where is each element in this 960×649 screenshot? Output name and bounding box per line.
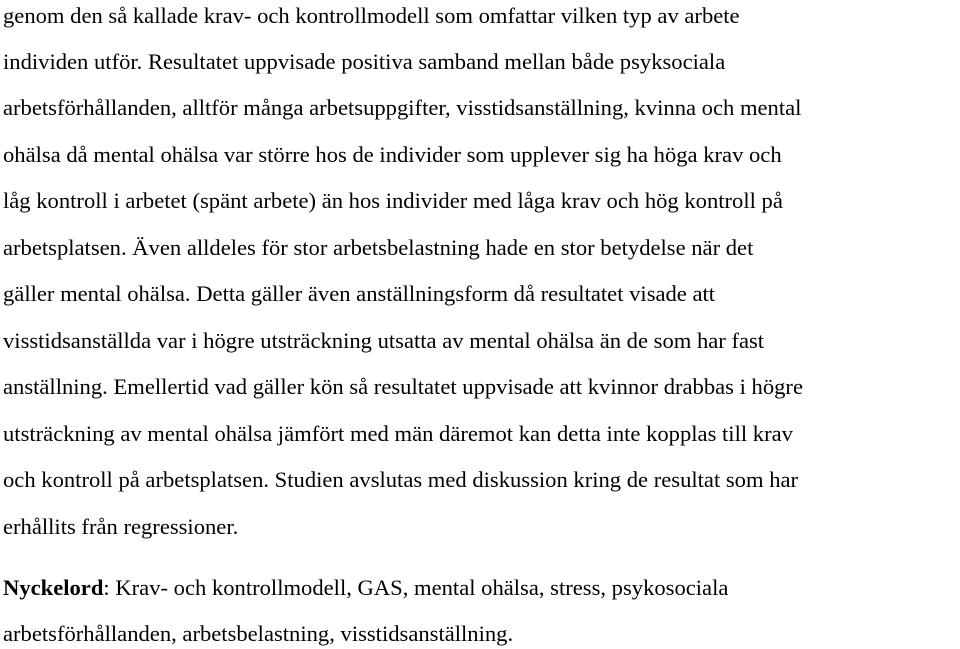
abstract-line: genom den så kallade krav- och kontrollmodell som omfattar vilken typ av arbete bbox=[3, 3, 740, 28]
abstract-line: individen utför. Resultatet uppvisade positiva samband mellan både psyksociala bbox=[3, 49, 726, 74]
abstract-line: arbetsförhållanden, alltför många arbetsuppgifter, visstidsanställning, kvinna och mental bbox=[3, 95, 802, 120]
abstract-line: utsträckning av mental ohälsa jämfört med män däremot kan detta inte kopplas till krav bbox=[3, 421, 793, 446]
abstract-line: visstidsanställda var i högre utsträckning utsatta av mental ohälsa än de som har fast bbox=[3, 328, 765, 353]
abstract-line: arbetsplatsen. Även alldeles för stor arbetsbelastning hade en stor betydelse när det bbox=[3, 235, 754, 260]
abstract-line: ohälsa då mental ohälsa var större hos de individer som upplever sig ha höga krav och bbox=[3, 142, 782, 167]
abstract-line: anställning. Emellertid vad gäller kön så resultatet uppvisade att kvinnor drabbas i högre bbox=[3, 374, 803, 399]
abstract-line: och kontroll på arbetsplatsen. Studien avslutas med diskussion kring de resultat som har bbox=[3, 467, 799, 492]
keywords-text: Krav- och kontrollmodell, GAS, mental ohälsa, stress, psykosociala bbox=[109, 575, 729, 600]
keywords-line: arbetsförhållanden, arbetsbelastning, visstidsanställning. bbox=[3, 621, 514, 646]
keywords-line bbox=[3, 574, 728, 602]
keywords-separator: : bbox=[103, 575, 110, 600]
abstract-line: gäller mental ohälsa. Detta gäller även anställningsform då resultatet visade att bbox=[3, 281, 716, 306]
abstract-line: erhållits från regressioner. bbox=[3, 514, 239, 539]
keywords-label: Nyckelord bbox=[3, 575, 104, 600]
abstract-line: låg kontroll i arbetet (spänt arbete) än hos individer med låga krav och hög kontroll på bbox=[3, 188, 783, 213]
